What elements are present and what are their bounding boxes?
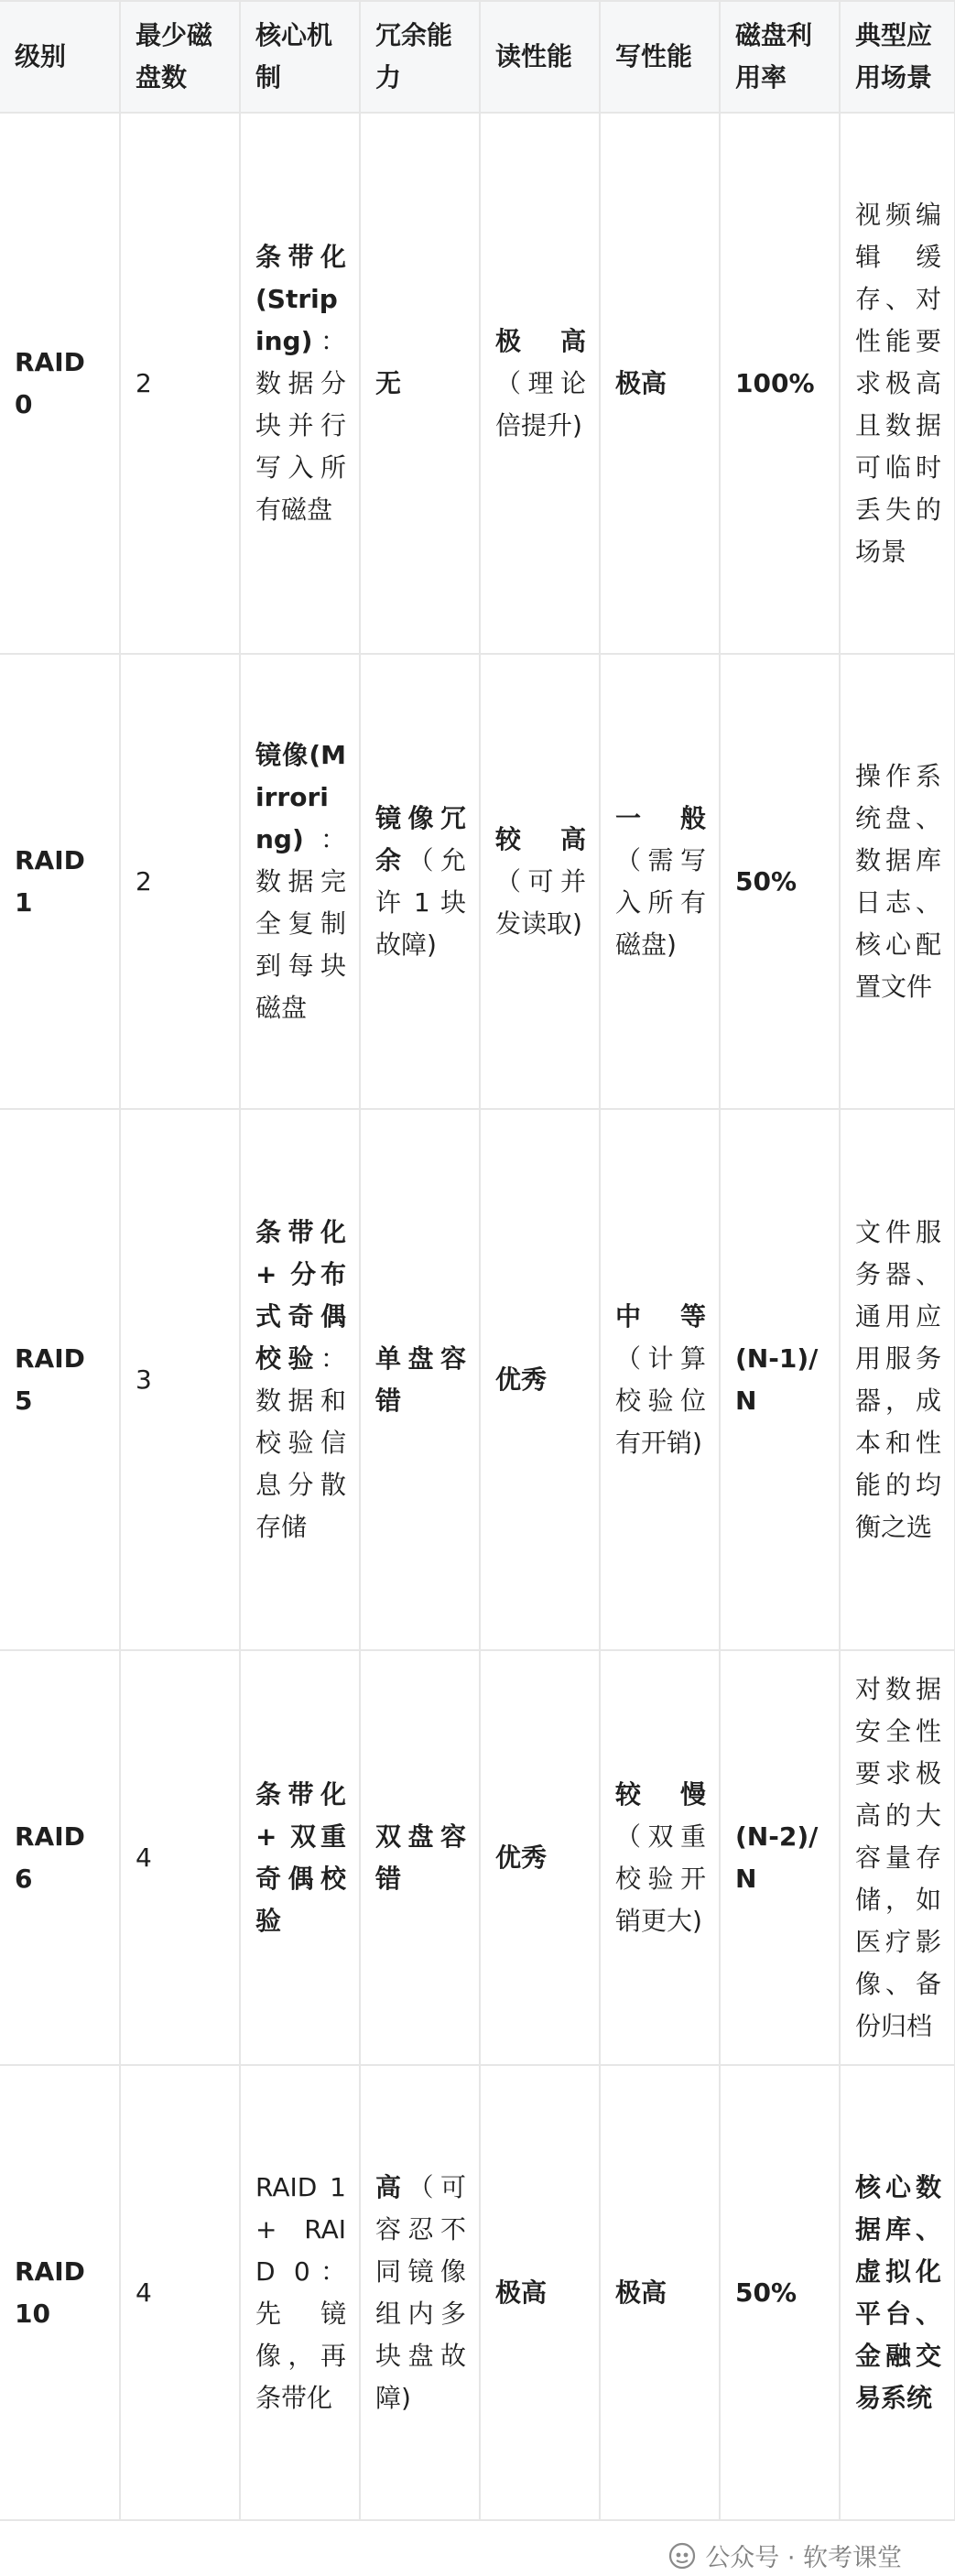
redundancy-bold: 单盘容错 xyxy=(375,1342,466,1416)
read-bold: 极高 xyxy=(495,2277,548,2308)
table-header-row xyxy=(0,1,955,113)
watermark-text: 公众号 · 软考课堂 xyxy=(705,2544,902,2572)
read-bold: 极高 xyxy=(495,325,586,356)
mechanism-bold: 条带化(Striping) xyxy=(255,241,346,356)
write-bold: 极高 xyxy=(615,367,667,398)
table-row xyxy=(0,654,955,1109)
cell-min-disks: 4 xyxy=(120,1650,240,2065)
cell-utilization: 100% xyxy=(720,113,840,654)
header-mechanism: 核心机制 xyxy=(240,1,360,113)
cell-utilization: 50% xyxy=(720,654,840,1109)
cell-scenario xyxy=(840,1650,955,2065)
cell-read xyxy=(480,113,600,654)
cell-mechanism xyxy=(240,2065,360,2520)
read-detail: （理论倍提升) xyxy=(495,367,586,440)
cell-mechanism xyxy=(240,113,360,654)
cell-write xyxy=(600,2065,720,2520)
cell-write xyxy=(600,1109,720,1650)
write-bold: 极高 xyxy=(615,2277,667,2308)
cell-read xyxy=(480,1109,600,1650)
cell-mechanism xyxy=(240,654,360,1109)
scenario-detail: 操作系统盘、数据库日志、核心配置文件 xyxy=(855,760,941,1002)
scenario-detail: 对数据安全性要求极高的大容量存储，如医疗影像、备份归档 xyxy=(855,1673,941,2041)
write-bold: 中等 xyxy=(615,1300,706,1331)
mechanism-bold: 镜像(Mirroring) xyxy=(255,739,346,854)
header-redundancy: 冗余能力 xyxy=(360,1,480,113)
mechanism-detail: ：数据完全复制到每块磁盘 xyxy=(255,823,346,1023)
redundancy-detail: （允许 1 块故障) xyxy=(375,844,466,960)
cell-level: RAID 5 xyxy=(0,1109,120,1650)
cell-utilization: (N-2)/N xyxy=(720,1650,840,2065)
header-read-performance: 读性能 xyxy=(480,1,600,113)
write-detail: （双重校验开销更大) xyxy=(615,1821,706,1936)
cell-read xyxy=(480,1650,600,2065)
cell-read xyxy=(480,2065,600,2520)
cell-redundancy xyxy=(360,1109,480,1650)
cell-redundancy xyxy=(360,2065,480,2520)
cell-min-disks: 2 xyxy=(120,113,240,654)
mechanism-bold: 条带化 + 双重奇偶校验 xyxy=(255,1778,346,1936)
header-min-disks: 最少磁盘数 xyxy=(120,1,240,113)
write-detail: （需写入所有磁盘) xyxy=(615,844,706,960)
redundancy-bold: 镜像冗余 xyxy=(375,802,466,875)
header-write-performance: 写性能 xyxy=(600,1,720,113)
watermark xyxy=(668,2538,902,2573)
table-row xyxy=(0,2065,955,2520)
header-typical-scenario: 典型应用场景 xyxy=(840,1,955,113)
redundancy-bold: 高 xyxy=(375,2171,408,2202)
cell-scenario xyxy=(840,113,955,654)
redundancy-bold: 无 xyxy=(375,367,402,398)
cell-scenario xyxy=(840,654,955,1109)
cell-utilization: 50% xyxy=(720,2065,840,2520)
cell-scenario xyxy=(840,2065,955,2520)
cell-read xyxy=(480,654,600,1109)
read-detail: （可并发读取) xyxy=(495,865,586,939)
redundancy-detail: （可容忍不同镜像组内多块盘故障) xyxy=(375,2171,466,2413)
cell-scenario xyxy=(840,1109,955,1650)
scenario-bold: 核心数据库、虚拟化平台、金融交易系统 xyxy=(855,2171,941,2413)
write-bold: 较慢 xyxy=(615,1778,706,1810)
cell-write xyxy=(600,113,720,654)
cell-utilization: (N-1)/N xyxy=(720,1109,840,1650)
table-row xyxy=(0,1109,955,1650)
header-disk-utilization: 磁盘利用率 xyxy=(720,1,840,113)
write-bold: 一般 xyxy=(615,802,706,833)
table-row xyxy=(0,113,955,654)
redundancy-bold: 双盘容错 xyxy=(375,1821,466,1894)
read-bold: 较高 xyxy=(495,823,586,854)
wechat-logo-icon xyxy=(668,2542,696,2570)
cell-mechanism xyxy=(240,1109,360,1650)
cell-redundancy xyxy=(360,1650,480,2065)
write-detail: （计算校验位有开销) xyxy=(615,1342,706,1458)
cell-min-disks: 2 xyxy=(120,654,240,1109)
cell-level: RAID 6 xyxy=(0,1650,120,2065)
scenario-detail: 视频编辑缓存、对性能要求极高且数据可临时丢失的场景 xyxy=(855,199,941,567)
cell-write xyxy=(600,654,720,1109)
cell-min-disks: 4 xyxy=(120,2065,240,2520)
table-row xyxy=(0,1650,955,2065)
header-level: 级别 xyxy=(0,1,120,113)
cell-redundancy xyxy=(360,654,480,1109)
read-bold: 优秀 xyxy=(495,1842,548,1873)
cell-write xyxy=(600,1650,720,2065)
mechanism-detail: RAID 1 + RAID 0：先镜像，再条带化 xyxy=(255,2171,346,2413)
cell-level: RAID 1 xyxy=(0,654,120,1109)
cell-mechanism xyxy=(240,1650,360,2065)
mechanism-detail: ：数据分块并行写入所有磁盘 xyxy=(255,325,346,525)
scenario-detail: 文件服务器、通用应用服务器，成本和性能的均衡之选 xyxy=(855,1216,941,1542)
cell-level: RAID 10 xyxy=(0,2065,120,2520)
cell-min-disks: 3 xyxy=(120,1109,240,1650)
mechanism-bold: 条带化 + 分布式奇偶校验 xyxy=(255,1216,346,1374)
mechanism-detail: ：数据和校验信息分散存储 xyxy=(255,1342,346,1542)
read-bold: 优秀 xyxy=(495,1364,548,1395)
cell-redundancy xyxy=(360,113,480,654)
cell-level: RAID 0 xyxy=(0,113,120,654)
